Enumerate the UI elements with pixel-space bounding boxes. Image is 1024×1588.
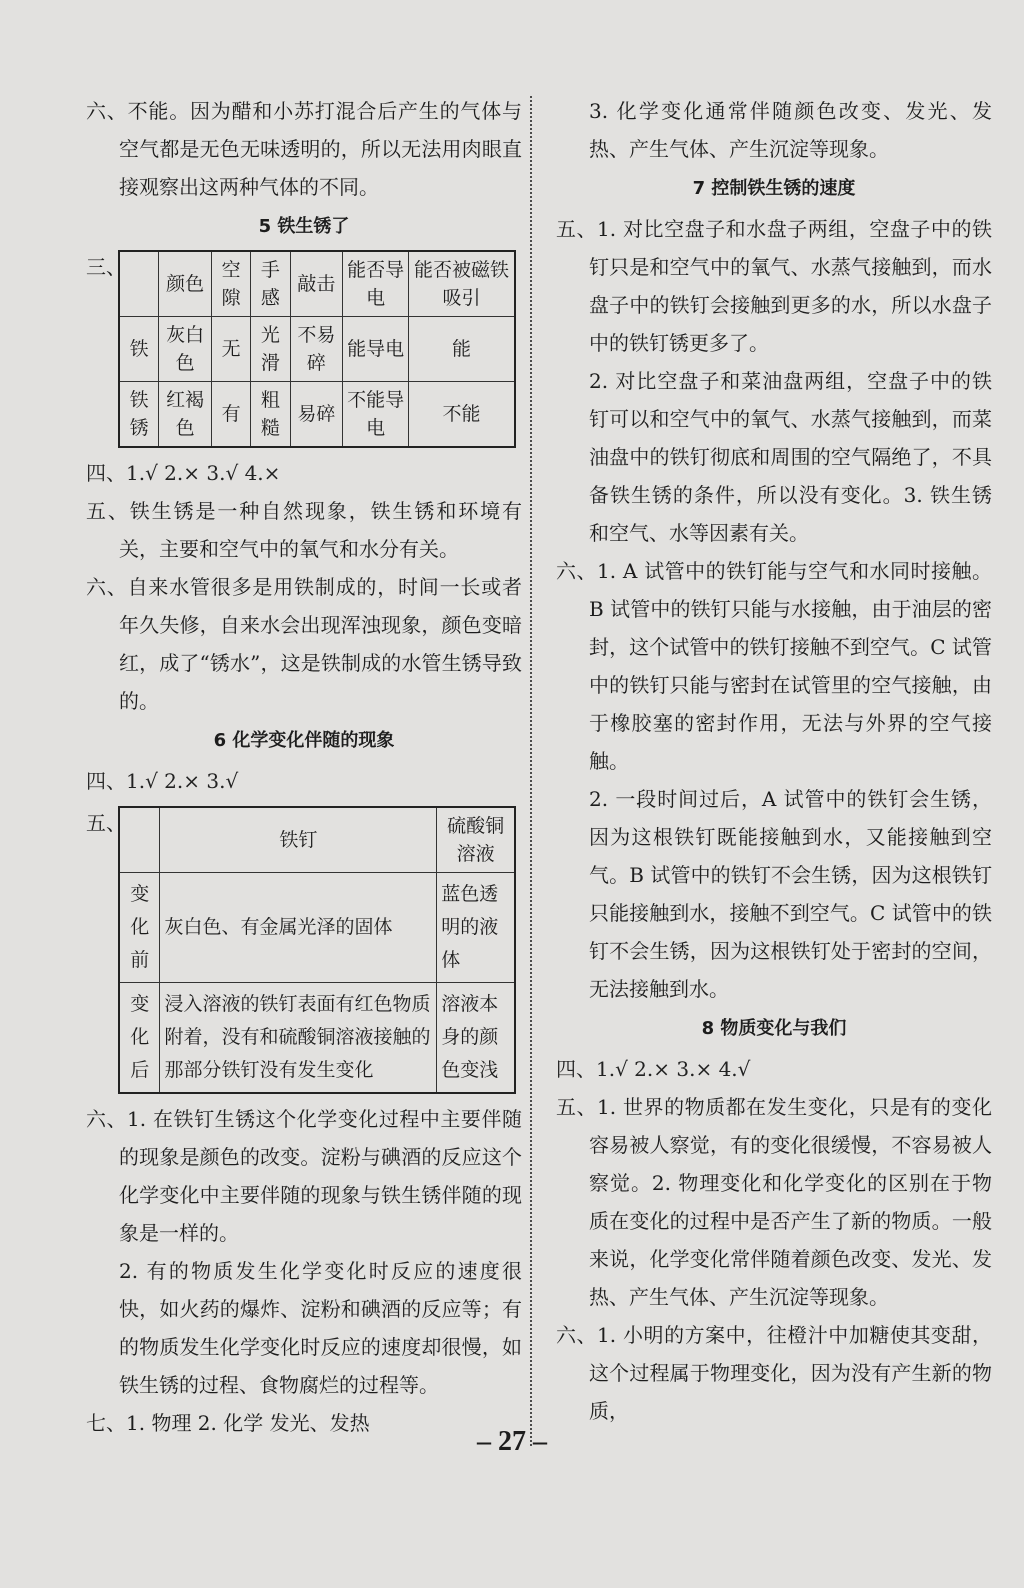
table-cell: 变化前	[119, 873, 160, 983]
table-cell: 有	[211, 382, 250, 448]
answer-line: 四、1.√ 2.× 3.√	[86, 769, 239, 793]
section-title: 6 化学变化伴随的现象	[213, 730, 395, 751]
answer-paragraph: 五、1. 对比空盘子和水盘子两组，空盘子中的铁钉只是和空气中的氧气、水蒸气接触到，而水盘子中的铁钉会接触到更多的水，所以水盘子中的铁钉锈更多了。	[556, 217, 992, 355]
table-header-row	[119, 251, 515, 317]
table-cell: 能	[409, 317, 515, 382]
table-cell: 不易碎	[290, 317, 343, 382]
answer-paragraph: 2. 有的物质发生化学变化时反应的速度很快，如火药的爆炸、淀粉和碘酒的反应等；有的物质发生化学变化时反应的速度却很慢，如铁生锈的过程、食物腐烂的过程等。	[119, 1259, 522, 1397]
table-header-cell: 铁钉	[160, 807, 437, 873]
right-column	[556, 92, 992, 1430]
section-title: 7 控制铁生锈的速度	[692, 178, 856, 199]
answer-line: 七、1. 物理 2. 化学 发光、发热	[86, 1411, 370, 1435]
question-label: 五、	[86, 811, 126, 835]
table-cell: 粗糙	[251, 382, 290, 448]
answer-paragraph: 六、不能。因为醋和小苏打混合后产生的气体与空气都是无色无味透明的，所以无法用肉眼直接观察出这两种气体的不同。	[86, 99, 522, 199]
table-cell: 无	[211, 317, 250, 382]
answer-line: 四、1.√ 2.× 3.√ 4.×	[86, 461, 281, 485]
change-table-block	[86, 806, 522, 1094]
section-title: 5 铁生锈了	[258, 216, 350, 237]
iron-rust-comparison-table	[118, 250, 516, 448]
table-cell: 不能	[409, 382, 515, 448]
table-header-cell: 能否被磁铁吸引	[409, 251, 515, 317]
answer-paragraph: 五、1. 世界的物质都在发生变化，只是有的变化容易被人察觉，有的变化很缓慢，不容易被人察觉。2. 物理变化和化学变化的区别在于物质在变化的过程中是否产生了新的物质。一般来说，化学变化常伴随着颜色改变、发光、发热、产生气体、产生沉淀等现象。	[556, 1095, 992, 1309]
table-cell: 铁	[119, 317, 159, 382]
column-divider	[530, 96, 532, 1446]
table-cell: 红褐色	[159, 382, 212, 448]
iron-rust-table-block	[86, 250, 522, 448]
table-cell: 溶液本身的颜色变浅	[437, 983, 515, 1094]
table-cell: 蓝色透明的液体	[437, 873, 515, 983]
table-header-cell: 手感	[251, 251, 290, 317]
table-header-row	[119, 807, 515, 873]
table-header-cell: 颜色	[159, 251, 212, 317]
table-cell: 能导电	[343, 317, 409, 382]
table-cell: 光滑	[251, 317, 290, 382]
page-number: – 27 –	[477, 1426, 547, 1457]
table-cell: 灰白色、有金属光泽的固体	[160, 873, 437, 983]
table-cell: 变化后	[119, 983, 160, 1094]
table-header-cell: 能否导电	[343, 251, 409, 317]
table-row	[119, 317, 515, 382]
table-header-cell: 敲击	[290, 251, 343, 317]
table-row	[119, 873, 515, 983]
chemical-change-table	[118, 806, 516, 1094]
table-cell: 灰白色	[159, 317, 212, 382]
answer-paragraph: 六、1. A 试管中的铁钉能与空气和水同时接触。B 试管中的铁钉只能与水接触，由于油层的密封，这个试管中的铁钉接触不到空气。C 试管中的铁钉只能与密封在试管里的空气接触，由于橡胶塞的密封作用，无法与外界的空气接触。	[556, 559, 992, 773]
table-header-cell	[119, 251, 159, 317]
table-header-cell: 硫酸铜溶液	[437, 807, 515, 873]
answer-line: 四、1.√ 2.× 3.× 4.√	[556, 1057, 751, 1081]
answer-paragraph: 2. 对比空盘子和菜油盘两组，空盘子中的铁钉可以和空气中的氧气、水蒸气接触到，而菜油盘中的铁钉彻底和周围的空气隔绝了，不具备铁生锈的条件，所以没有变化。3. 铁生锈和空气、水等因素有关。	[589, 369, 992, 545]
answer-paragraph: 3. 化学变化通常伴随颜色改变、发光、发热、产生气体、产生沉淀等现象。	[589, 99, 992, 161]
table-header-cell	[119, 807, 160, 873]
table-cell: 易碎	[290, 382, 343, 448]
table-row	[119, 382, 515, 448]
table-cell: 不能导电	[343, 382, 409, 448]
table-cell: 铁锈	[119, 382, 159, 448]
answer-paragraph: 六、自来水管很多是用铁制成的，时间一长或者年久失修，自来水会出现浑浊现象，颜色变暗红，成了“锈水”，这是铁制成的水管生锈导致的。	[86, 575, 522, 713]
table-row	[119, 983, 515, 1094]
answer-paragraph: 2. 一段时间过后，A 试管中的铁钉会生锈，因为这根铁钉既能接触到水，又能接触到空气。B 试管中的铁钉不会生锈，因为这根铁钉只能接触到水，接触不到空气。C 试管中的铁钉不会生锈，因为这根铁钉处于密封的空间，无法接触到水。	[589, 787, 992, 1001]
answer-paragraph: 六、1. 在铁钉生锈这个化学变化过程中主要伴随的现象是颜色的改变。淀粉与碘酒的反应这个化学变化中主要伴随的现象与铁生锈伴随的现象是一样的。	[86, 1107, 522, 1245]
left-column	[86, 92, 522, 1442]
answer-paragraph: 六、1. 小明的方案中，往橙汁中加糖使其变甜，这个过程属于物理变化，因为没有产生新的物质，	[556, 1323, 992, 1423]
table-header-cell: 空隙	[211, 251, 250, 317]
answer-paragraph: 五、铁生锈是一种自然现象，铁生锈和环境有关，主要和空气中的氧气和水分有关。	[86, 499, 522, 561]
table-cell: 浸入溶液的铁钉表面有红色物质附着，没有和硫酸铜溶液接触的那部分铁钉没有发生变化	[160, 983, 437, 1094]
question-label: 三、	[86, 255, 126, 279]
section-title: 8 物质变化与我们	[701, 1018, 847, 1039]
